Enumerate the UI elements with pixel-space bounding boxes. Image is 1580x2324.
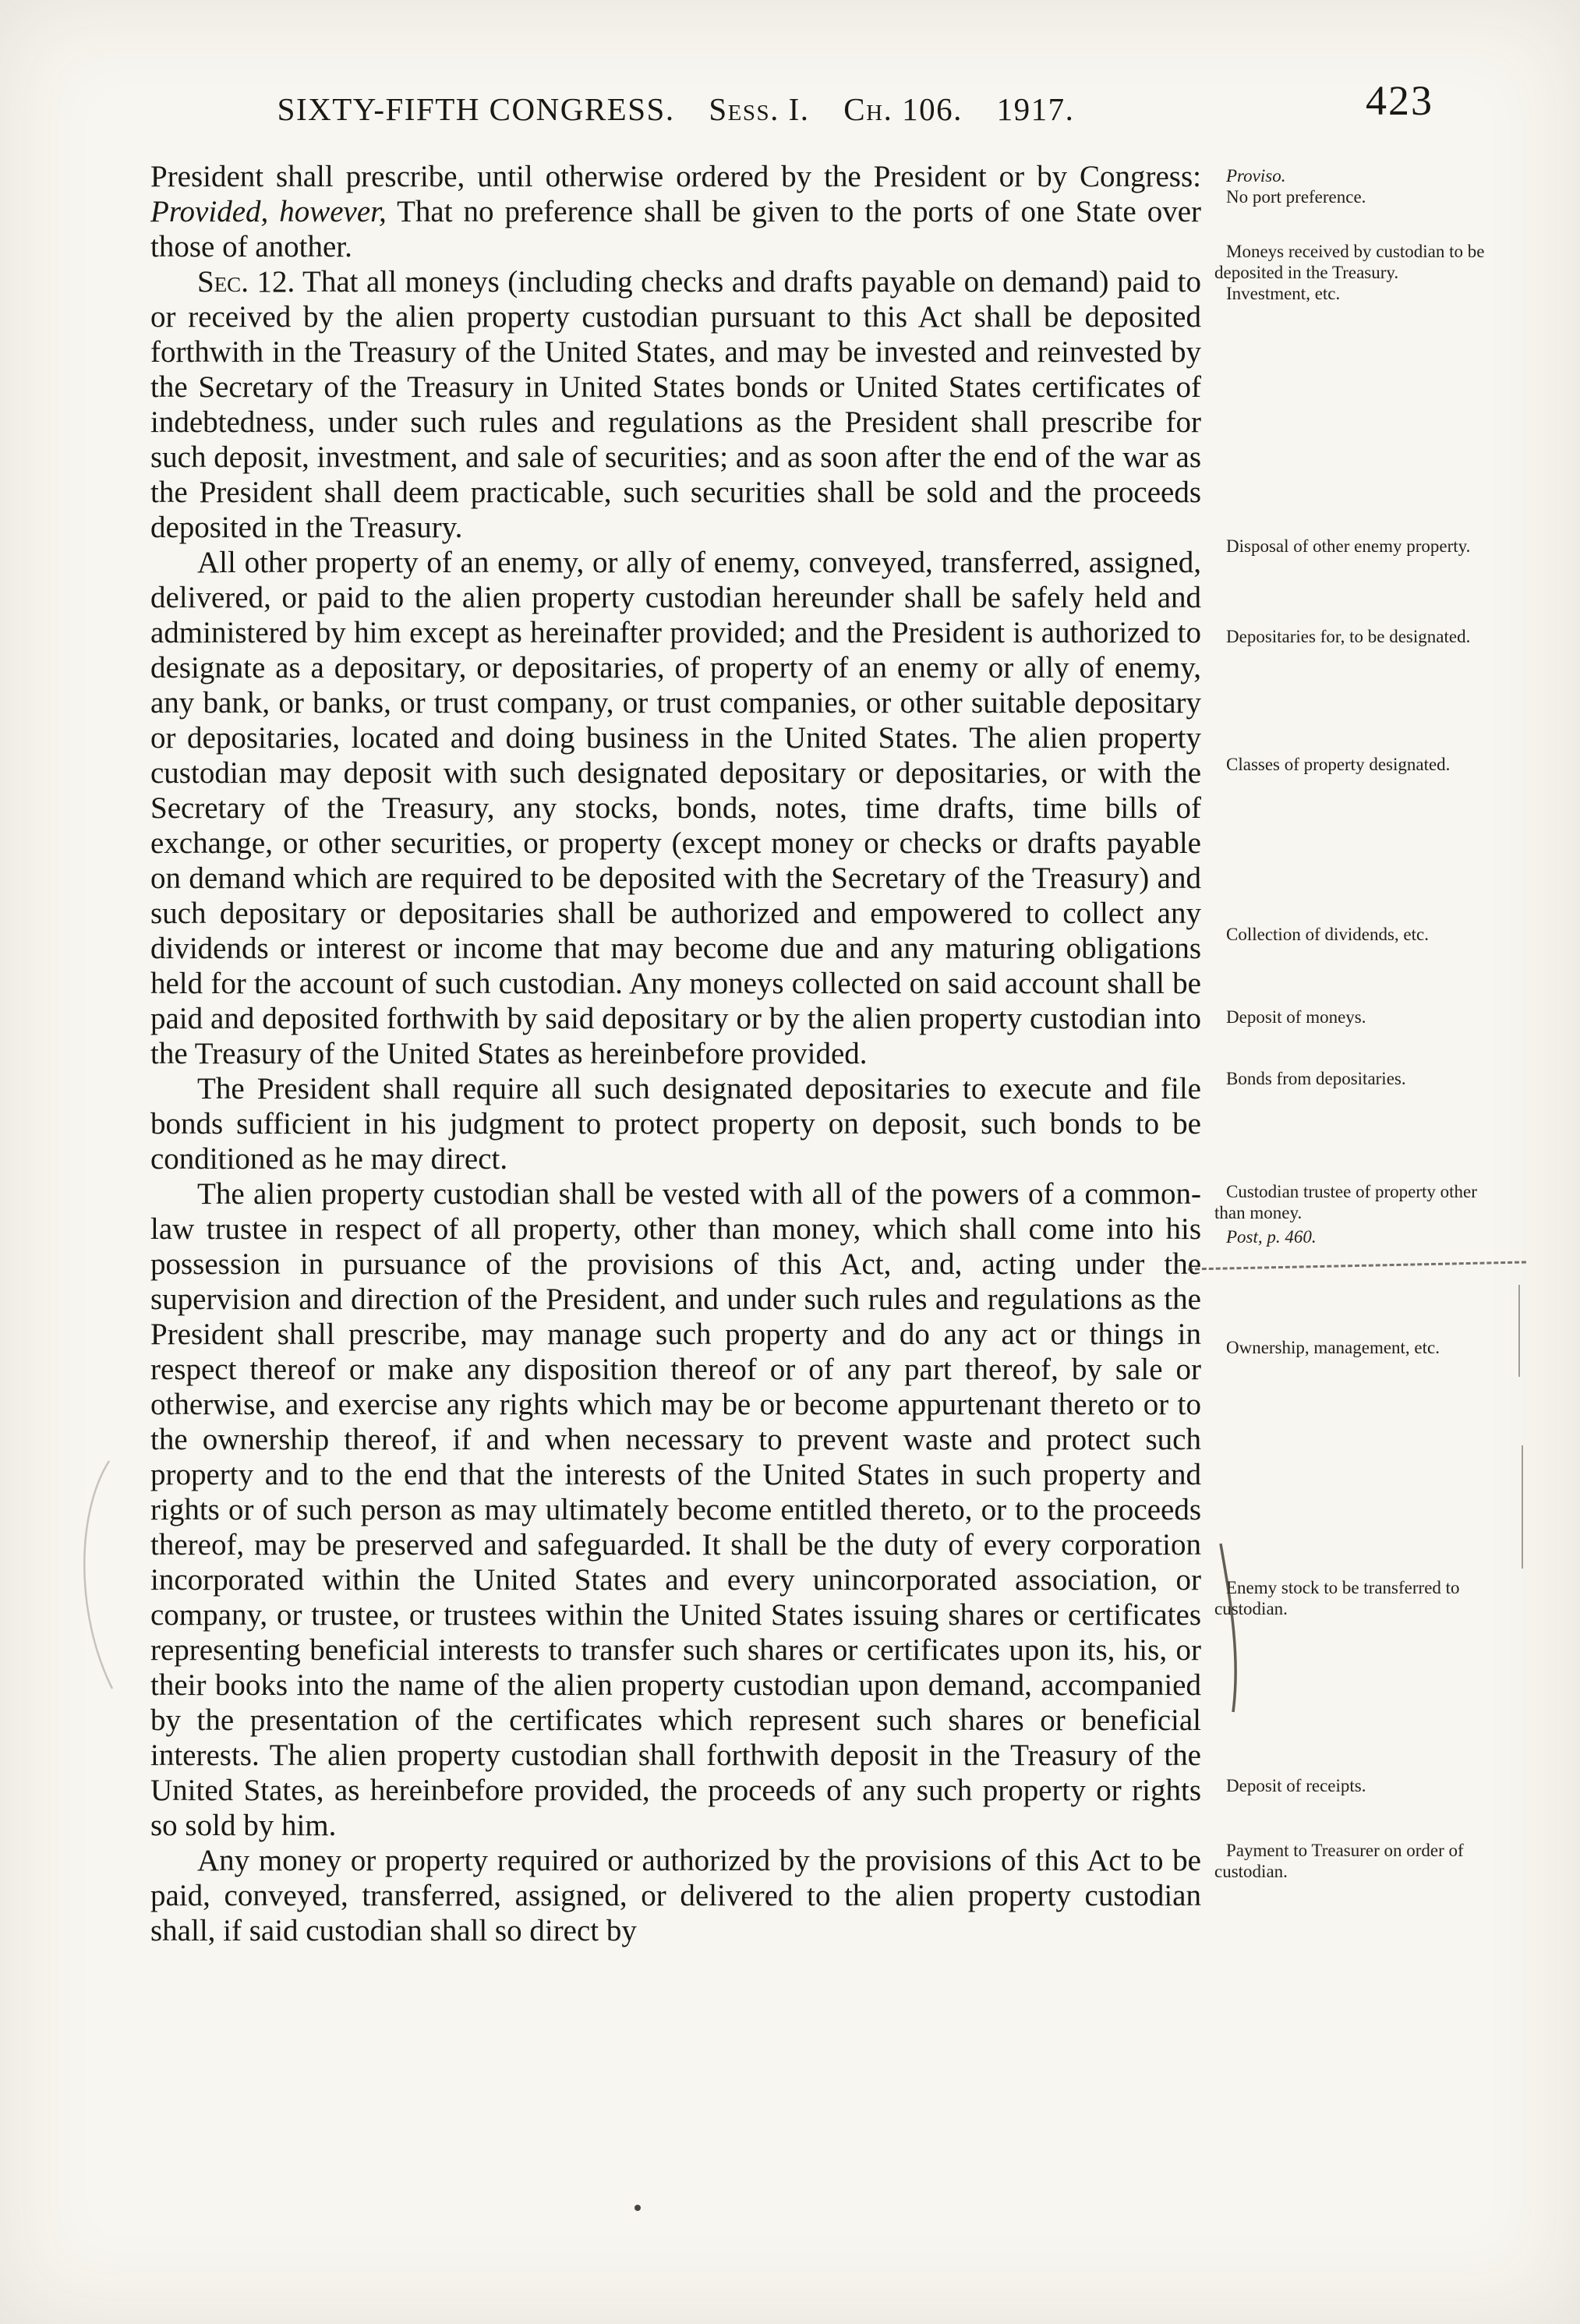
margin-note-text: Disposal of other enemy property. <box>1226 536 1471 556</box>
margin-note-text: Investment, etc. <box>1226 284 1341 303</box>
margin-note-moneys <box>1214 241 1495 304</box>
scan-artifact-dashed-line <box>1188 1261 1526 1270</box>
page-number: 423 <box>1366 77 1433 124</box>
scan-artifact-vertical-mark <box>1518 1285 1520 1377</box>
margin-note-text: No port preference. <box>1226 187 1366 207</box>
margin-note-text: Collection of dividends, etc. <box>1226 925 1429 944</box>
paragraph-payment <box>150 1841 1464 1948</box>
margin-note-text: Moneys received by custodian to be deposited in the Treasury. <box>1214 242 1485 282</box>
margin-note-text: Classes of property designated. <box>1226 755 1451 774</box>
session-label: Sess. I. <box>709 91 810 127</box>
congress-title: SIXTY-FIFTH CONGRESS. <box>277 91 675 127</box>
paragraph-sec-12 <box>150 242 1485 545</box>
margin-note-classes <box>1214 754 1495 775</box>
paragraph-proviso <box>150 159 1366 264</box>
scan-artifact-dot <box>634 2205 641 2211</box>
margin-note-deposit-of-moneys <box>1214 1006 1495 1028</box>
paragraph-text: That all moneys (including checks and drafts payable on demand) paid to or received by the alien property custodian pursuant to this Act shall be deposited forthwith in the Treasury of the United States, and may be invested and reinvested by the Secretary of the Treasury in United States bonds or United States certificates of indebtedness, under such rules and regulations as the President shall prescribe for such deposit, investment, and sale of securities; and as soon after the end of the war as the President shall deem practicable, such securities shall be sold and the proceeds deposited in the Treasury. <box>150 265 1201 544</box>
margin-note-text: Bonds from depositaries. <box>1226 1069 1406 1088</box>
margin-note-collection <box>1214 924 1495 945</box>
year-label: 1917. <box>996 91 1075 127</box>
margin-note-deposit-of-receipts <box>1214 1775 1495 1796</box>
margin-note-payment <box>1214 1840 1495 1882</box>
paragraph-bonds <box>150 1069 1406 1176</box>
margin-note-text: Custodian trustee of property other than money. <box>1214 1182 1477 1222</box>
margin-note-text: Ownership, management, etc. <box>1226 1338 1440 1357</box>
margin-note-text: Payment to Treasurer on order of custodian. <box>1214 1841 1464 1881</box>
scan-artifact-bracket <box>1214 1542 1249 1714</box>
margin-note-enemy-stock <box>1214 1577 1495 1619</box>
chapter-label: Ch. 106. <box>843 91 963 127</box>
paragraph-text: The President shall require all such designated depositaries to execute and file bonds sufficient in his judgment to protect property on deposit, such bonds to be conditioned as he may direct. <box>150 1072 1201 1176</box>
paragraph-other-property <box>150 536 1471 1071</box>
margin-note-text: Deposit of receipts. <box>1226 1776 1366 1795</box>
paragraph-text: All other property of an enemy, or ally of enemy, conveyed, transferred, assigned, delivered, or paid to the alien property custodian hereunder shall be safely held and administered by him except as hereinafter provided; and the President is authorized to designate as a depositary, or depositaries, of property of an enemy or ally of enemy, any bank, or banks, or trust company, or trust companies, or other suitable depositary or depositaries, located and doing business in the United States. The alien property custodian may deposit with such designated depositary or depositaries, or with the Secretary of the Treasury, any stocks, bonds, notes, time drafts, time bills of exchange, or other securities, or property (except money or checks or drafts payable on demand which are required to be deposited with the Secretary of the Treasury) and such depositary or depositaries shall be authorized and empowered to collect any dividends or interest or income that may become due and any maturing obligations held for the account of such custodian. Any moneys collected on said account shall be paid and deposited forthwith by said depositary or by the alien property custodian into the Treasury of the United States as hereinbefore provided. <box>150 546 1201 1070</box>
section-number: Sec. 12. <box>197 265 295 299</box>
margin-note-text: Depositaries for, to be designated. <box>1226 627 1471 646</box>
margin-note-proviso <box>1214 165 1495 207</box>
margin-note-text: Enemy stock to be transferred to custodian. <box>1214 1578 1460 1618</box>
paragraph-trustee-powers <box>150 1176 1477 1843</box>
body-column <box>150 159 1485 1948</box>
paragraph-text: President shall prescribe, until otherwise ordered by the President or by Congress: <box>150 160 1201 193</box>
paragraph-text: That no preference shall be given to the ports of one State over those of another. <box>150 195 1201 264</box>
margin-note-disposal <box>1214 536 1495 557</box>
margin-note-ownership <box>1214 1337 1495 1358</box>
margin-note-custodian-trustee <box>1214 1181 1495 1247</box>
margin-note-depositaries <box>1214 626 1495 647</box>
margin-note-text: Deposit of moneys. <box>1226 1007 1366 1027</box>
margin-note-citation: Post, p. 460. <box>1226 1227 1317 1247</box>
margin-note-bonds <box>1214 1068 1495 1089</box>
scan-artifact-pencil-curve <box>72 1458 118 1692</box>
paragraph-text: Any money or property required or authorized by the provisions of this Act to be paid, conveyed, transferred, assigned, or delivered to the alien property custodian shall, if said custodian shall so direct by <box>150 1844 1201 1947</box>
paragraph-text: The alien property custodian shall be vested with all of the powers of a common-law trustee in respect of all property, other than money, which shall come into his possession in pursuance of the provisions of this Act, and, acting under the supervision and direction of the President, and under such rules and regulations as the President shall prescribe, may manage such property and do any act or things in respect thereof or make any disposition thereof or of any part thereof, by sale or otherwise, and exercise any rights which may be or become appurtenant thereto or to the ownership thereof, if and when necessary to prevent waste and protect such property and to the end that the interests of the United States in such property and rights or of such person as may ultimately become entitled thereto, or to the proceeds thereof, may be preserved and safeguarded. It shall be the duty of every corporation incorporated within the United States and every unincorporated association, or company, or trustee, or trustees within the United States issuing shares or certificates representing beneficial interests to transfer such shares or certificates upon its, his, or their books into the name of the alien property custodian upon demand, accompanied by the presentation of the certificates which represent such shares or beneficial interests. The alien property custodian shall forthwith deposit in the Treasury of the United States, as hereinbefore provided, the proceeds of any such property or rights so sold by him. <box>150 1177 1201 1842</box>
running-head <box>150 90 1201 128</box>
margin-note-title: Proviso. <box>1226 166 1286 186</box>
proviso-italic: Provided, however, <box>150 195 387 228</box>
scan-artifact-vertical-mark <box>1522 1445 1523 1569</box>
